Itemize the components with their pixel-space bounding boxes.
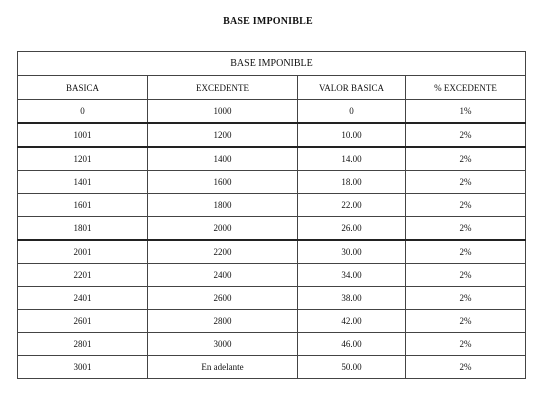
table-row [18, 287, 526, 310]
cell-porcentaje-excedente: 2% [406, 333, 526, 356]
cell-excedente: 1400 [148, 147, 298, 171]
table-row [18, 217, 526, 241]
cell-basica: 2601 [18, 310, 148, 333]
cell-porcentaje-excedente: 2% [406, 217, 526, 241]
cell-porcentaje-excedente: 1% [406, 100, 526, 124]
table-row [18, 171, 526, 194]
cell-valor-basica: 18.00 [298, 171, 406, 194]
cell-basica: 2401 [18, 287, 148, 310]
cell-basica: 1601 [18, 194, 148, 217]
table-header-row [18, 76, 526, 100]
cell-excedente: En adelante [148, 356, 298, 379]
cell-porcentaje-excedente: 2% [406, 240, 526, 264]
cell-basica: 2001 [18, 240, 148, 264]
cell-basica: 2201 [18, 264, 148, 287]
cell-excedente: 2400 [148, 264, 298, 287]
table-row [18, 264, 526, 287]
cell-valor-basica: 42.00 [298, 310, 406, 333]
cell-basica: 1801 [18, 217, 148, 241]
cell-basica: 1401 [18, 171, 148, 194]
cell-porcentaje-excedente: 2% [406, 356, 526, 379]
table-row [18, 123, 526, 147]
cell-porcentaje-excedente: 2% [406, 147, 526, 171]
table-row [18, 356, 526, 379]
cell-excedente: 2800 [148, 310, 298, 333]
base-imponible-table [17, 51, 526, 379]
table-row [18, 240, 526, 264]
table-row [18, 310, 526, 333]
page-title: BASE IMPONIBLE [223, 16, 313, 27]
cell-basica: 0 [18, 100, 148, 124]
column-header-excedente: EXCEDENTE [148, 76, 298, 100]
cell-excedente: 2600 [148, 287, 298, 310]
column-header-porcentaje-excedente: % EXCEDENTE [406, 76, 526, 100]
cell-valor-basica: 14.00 [298, 147, 406, 171]
cell-excedente: 1000 [148, 100, 298, 124]
cell-basica: 1201 [18, 147, 148, 171]
column-header-basica: BASICA [18, 76, 148, 100]
cell-porcentaje-excedente: 2% [406, 194, 526, 217]
cell-valor-basica: 50.00 [298, 356, 406, 379]
table-row [18, 333, 526, 356]
cell-porcentaje-excedente: 2% [406, 310, 526, 333]
cell-basica: 1001 [18, 123, 148, 147]
cell-basica: 2801 [18, 333, 148, 356]
cell-excedente: 2000 [148, 217, 298, 241]
cell-basica: 3001 [18, 356, 148, 379]
cell-excedente: 3000 [148, 333, 298, 356]
cell-valor-basica: 38.00 [298, 287, 406, 310]
table-caption: BASE IMPONIBLE [18, 52, 526, 76]
cell-porcentaje-excedente: 2% [406, 287, 526, 310]
cell-valor-basica: 10.00 [298, 123, 406, 147]
cell-valor-basica: 46.00 [298, 333, 406, 356]
cell-valor-basica: 22.00 [298, 194, 406, 217]
table-caption-row [18, 52, 526, 76]
cell-porcentaje-excedente: 2% [406, 264, 526, 287]
cell-valor-basica: 34.00 [298, 264, 406, 287]
table-row [18, 100, 526, 124]
cell-excedente: 2200 [148, 240, 298, 264]
cell-porcentaje-excedente: 2% [406, 171, 526, 194]
cell-excedente: 1800 [148, 194, 298, 217]
cell-valor-basica: 30.00 [298, 240, 406, 264]
cell-valor-basica: 26.00 [298, 217, 406, 241]
cell-excedente: 1600 [148, 171, 298, 194]
cell-excedente: 1200 [148, 123, 298, 147]
column-header-valor-basica: VALOR BASICA [298, 76, 406, 100]
cell-porcentaje-excedente: 2% [406, 123, 526, 147]
table-row [18, 147, 526, 171]
table-row [18, 194, 526, 217]
cell-valor-basica: 0 [298, 100, 406, 124]
